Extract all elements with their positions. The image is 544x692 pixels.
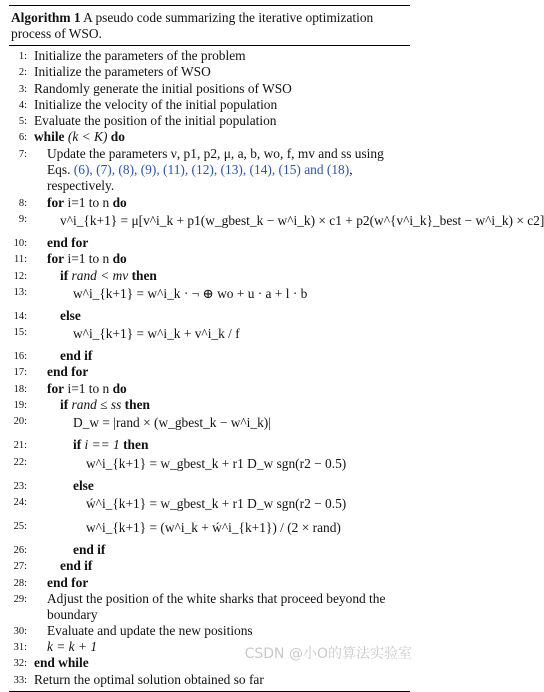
line-23: 23: else	[13, 477, 94, 493]
adjust-boundary-text: Adjust the position of the white sharks that proceed beyond the boundary	[47, 590, 386, 622]
line-7: 7: Update the parameters ν, p1, p2, μ, a, b, wo, f, mv and ss using Eqs. (6), (7), (8), (9), (11), (12), (13), (14), (15) and (18), respectively.	[18, 145, 384, 194]
line-28: 28: end for	[13, 574, 89, 590]
keyword-else: else	[60, 307, 81, 323]
keyword-do: do	[110, 129, 125, 145]
line-26: 26: end if	[13, 541, 106, 557]
keyword-for: for	[47, 194, 65, 210]
keyword-do: do	[112, 251, 127, 267]
line-text: Randomly generate the initial positions of WSO	[34, 80, 292, 96]
line-24: 24: ẃ^i_{k+1} = w_gbest_k + r1 D_w sgn(r2 − 0.5)	[13, 495, 347, 511]
if-condition: rand < mv	[71, 267, 129, 283]
line-15: 15: w^i_{k+1} = w^i_k + v^i_k / f	[13, 326, 240, 342]
line-text: Evaluate the position of the initial population	[34, 113, 277, 129]
line-12: 12: if rand < mv then	[13, 267, 157, 283]
line-18: 18: for i=1 to n do	[13, 380, 127, 396]
line-17: 17: end for	[13, 364, 89, 380]
keyword-then: then	[123, 437, 149, 453]
line-text: Evaluate and update the new positions	[47, 622, 253, 638]
line-20: 20: D_w = |rand × (w_gbest_k − w^i_k)|	[13, 415, 271, 431]
velocity-equation: v^i_{k+1} = μ[v^i_k + p1(w_gbest_k − w^i_k) × c1 + p2(w^{v^i_k}_best − w^i_k) × c2]	[60, 212, 544, 228]
line-10: 10: end for	[13, 234, 89, 250]
line-27: 27: end if	[13, 558, 93, 574]
line-33: 33: Return the optimal solution obtained so far	[13, 671, 264, 687]
keyword-while: while	[34, 129, 65, 145]
line-31: 31: k = k + 1	[13, 639, 98, 655]
line-16: 16: end if	[13, 348, 93, 364]
for-range: i=1 to n	[67, 194, 110, 210]
line-32: 32: end while	[13, 655, 89, 671]
algorithm-caption	[9, 6, 410, 45]
increment-equation: k = k + 1	[47, 639, 98, 655]
keyword-end-for: end for	[47, 574, 89, 590]
line-9: 9: v^i_{k+1} = μ[v^i_k + p1(w_gbest_k − w^i_k) × c1 + p2(w^{v^i_k}_best − w^i_k) × c2]	[18, 212, 544, 228]
keyword-end-for: end for	[47, 364, 89, 380]
school-equation-c: w^i_{k+1} = (w^i_k + ẃ^i_{k+1}) / (2 × rand)	[86, 519, 341, 535]
line-29: 29: Adjust the position of the white sharks that proceed beyond the boundary	[9, 591, 410, 623]
line-1: 1: Initialize the parameters of the problem	[18, 48, 246, 63]
update-parameters-text: Update the parameters ν, p1, p2, μ, a, b, wo, f, mv and ss using Eqs.	[47, 145, 384, 178]
line-text: Return the optimal solution obtained so far	[34, 671, 264, 687]
if-condition: rand ≤ ss	[71, 397, 122, 413]
keyword-then: then	[131, 267, 157, 283]
keyword-end-if: end if	[60, 558, 93, 574]
line-6: 6: while (k < K) do	[18, 129, 125, 145]
keyword-for: for	[47, 380, 65, 396]
loop-condition: (k < K)	[67, 129, 108, 145]
if-condition: i == 1	[84, 437, 120, 453]
for-range: i=1 to n	[67, 380, 110, 396]
line-22: 22: w^i_{k+1} = w_gbest_k + r1 D_w sgn(r2 − 0.5)	[13, 455, 347, 471]
watermark: CSDN @小O的算法实验室	[244, 646, 412, 662]
keyword-for: for	[47, 251, 65, 267]
school-equation-b: ẃ^i_{k+1} = w_gbest_k + r1 D_w sgn(r2 − 0.5)	[86, 495, 347, 511]
keyword-do: do	[112, 194, 127, 210]
line-2: 2: Initialize the parameters of WSO	[18, 64, 211, 80]
distance-equation: D_w = |rand × (w_gbest_k − w^i_k)|	[73, 415, 271, 431]
line-8: 8: for i=1 to n do	[18, 194, 127, 210]
line-11: 11: for i=1 to n do	[13, 251, 127, 267]
equation-references[interactable]: (6), (7), (8), (9), (11), (12), (13), (14), (15) and (18)	[73, 162, 350, 178]
position-equation-b: w^i_{k+1} = w^i_k + v^i_k / f	[73, 326, 240, 342]
line-14: 14: else	[13, 307, 81, 323]
line-30: 30: Evaluate and update the new positions	[13, 622, 253, 638]
line-3: 3: Randomly generate the initial positions of WSO	[18, 80, 292, 96]
line-5: 5: Evaluate the position of the initial population	[18, 113, 277, 129]
caption-text: A pseudo code summarizing the iterative optimization process of WSO.	[11, 10, 374, 41]
line-text: Initialize the parameters of WSO	[34, 64, 211, 80]
keyword-if: if	[60, 397, 69, 413]
update-parameters-tail: , respectively.	[47, 162, 353, 194]
line-25: 25: w^i_{k+1} = (w^i_k + ẃ^i_{k+1}) / (2 × rand)	[13, 519, 341, 535]
keyword-end-for: end for	[47, 234, 89, 250]
line-13: 13: w^i_{k+1} = w^i_k · ¬ ⊕ wo + u · a + l · b	[13, 285, 308, 301]
keyword-if: if	[73, 437, 82, 453]
position-equation-a: w^i_{k+1} = w^i_k · ¬ ⊕ wo + u · a + l · b	[73, 285, 308, 301]
keyword-then: then	[124, 397, 150, 413]
algorithm-box	[9, 5, 544, 692]
keyword-do: do	[112, 380, 127, 396]
keyword-if: if	[60, 267, 69, 283]
line-text: Initialize the parameters of the problem	[34, 48, 246, 63]
caption-label: Algorithm 1	[11, 10, 81, 25]
for-range: i=1 to n	[67, 251, 110, 267]
line-21: 21: if i == 1 then	[13, 437, 149, 453]
line-19: 19: if rand ≤ ss then	[13, 397, 150, 413]
keyword-end-while: end while	[34, 655, 89, 671]
school-equation-a: w^i_{k+1} = w_gbest_k + r1 D_w sgn(r2 − 0.5)	[86, 455, 347, 471]
keyword-else: else	[73, 477, 94, 493]
line-4: 4: Initialize the velocity of the initial population	[18, 96, 278, 112]
line-text: Initialize the velocity of the initial population	[34, 96, 278, 112]
keyword-end-if: end if	[60, 348, 93, 364]
keyword-end-if: end if	[73, 541, 106, 557]
caption-rule	[9, 45, 410, 46]
